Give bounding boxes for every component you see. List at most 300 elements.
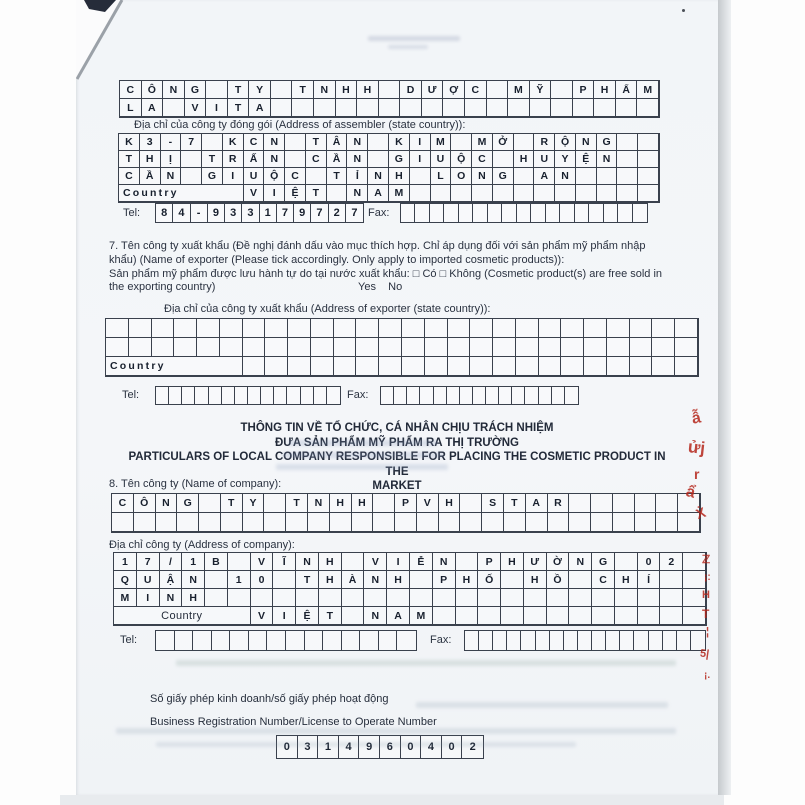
grid-cell: C	[119, 168, 140, 185]
grid-cell: H	[439, 494, 461, 513]
grid-cell: N	[569, 553, 592, 571]
char-box	[552, 387, 565, 404]
grid-cell: T	[202, 151, 223, 168]
grid-cell	[402, 319, 425, 338]
grid-cell	[288, 319, 311, 338]
grid-cell: Ị	[161, 151, 182, 168]
grid-cell: M	[637, 81, 659, 99]
grid-cell	[615, 589, 638, 607]
grid-cell: T	[504, 494, 526, 513]
grid-cell: Ệ	[285, 185, 306, 202]
grid-cell	[576, 168, 597, 185]
tel1-label: Tel:	[123, 207, 141, 219]
char-box	[493, 631, 507, 650]
grid-cell	[526, 513, 548, 532]
grid-cell	[425, 319, 448, 338]
grid-cell	[357, 99, 379, 117]
grid-cell	[311, 319, 334, 338]
char-box	[546, 204, 560, 222]
char-box: 4	[421, 736, 442, 758]
grid-cell: 7	[181, 134, 202, 151]
grid-company-address	[113, 552, 710, 626]
grid-cell: U	[534, 151, 555, 168]
bleedthrough-mark	[116, 728, 676, 734]
scan-speck	[682, 9, 685, 12]
grid-cell	[652, 357, 675, 376]
country-label-cell: Country	[114, 607, 251, 625]
grid-cell: C	[465, 81, 487, 99]
header-vi-line2: ĐƯA SẢN PHẨM MỸ PHẨM RA THỊ TRƯỜNG	[275, 436, 519, 449]
grid-cell	[456, 607, 479, 625]
grid-cell	[493, 338, 516, 357]
grid-cell	[243, 513, 265, 532]
grid-cell	[534, 185, 555, 202]
grid-cell: Ệ	[296, 607, 319, 625]
grid-cell: I	[223, 168, 244, 185]
grid-cell: U	[431, 151, 452, 168]
grid-cell: R	[223, 151, 244, 168]
char-box	[564, 631, 578, 650]
free-sale-line2: the exporting country)	[109, 281, 216, 293]
grid-cell	[472, 185, 493, 202]
grid-cell: H	[456, 571, 479, 589]
grid-cell: L	[431, 168, 452, 185]
grid-cell: H	[357, 81, 379, 99]
char-box	[420, 387, 433, 404]
char-box	[287, 387, 300, 404]
grid-cell: I	[206, 99, 228, 117]
grid-cell	[425, 338, 448, 357]
char-box	[360, 631, 379, 650]
grid-cell	[334, 338, 357, 357]
grid-cell	[265, 338, 288, 357]
grid-cell	[228, 589, 251, 607]
grid-cell	[285, 151, 306, 168]
grid-cell	[607, 357, 630, 376]
grid-cell: Ố	[478, 571, 501, 589]
grid-cell: N	[160, 589, 183, 607]
grid-cell	[352, 513, 374, 532]
grid-cell	[431, 185, 452, 202]
char-box	[209, 387, 222, 404]
grid-cell	[202, 134, 223, 151]
grid-cell	[356, 319, 379, 338]
grid-cell	[630, 357, 653, 376]
grid-cell: V	[251, 607, 274, 625]
char-box	[222, 387, 235, 404]
grid-cell: Ộ	[264, 168, 285, 185]
grid-cell	[539, 338, 562, 357]
header-en-line1: PARTICULARS OF LOCAL COMPANY RESPONSIBLE FOR PLACING THE COSMETIC PRODUCT IN THE	[128, 451, 666, 478]
char-box	[195, 387, 208, 404]
grid-cell	[516, 319, 539, 338]
char-box	[634, 631, 648, 650]
grid-cell	[177, 513, 199, 532]
char-box	[565, 387, 578, 404]
grid-cell	[439, 513, 461, 532]
grid-cell	[617, 151, 638, 168]
grid-cell	[129, 338, 152, 357]
grid-cell: N	[347, 151, 368, 168]
grid-cell	[443, 99, 465, 117]
grid-cell: M	[508, 81, 530, 99]
grid-cell	[460, 494, 482, 513]
grid-cell	[576, 185, 597, 202]
grid-cell	[243, 357, 266, 376]
grid-cell	[592, 607, 615, 625]
grid-cell	[174, 319, 197, 338]
grid-cell	[327, 185, 348, 202]
section7-line1: 7. Tên công ty xuất khẩu (Đề nghị đánh dấu vào mục thích hợp. Chỉ áp dụng đối với sản phẩm mỹ phẩm nhập	[109, 240, 646, 252]
grid-cell: H	[352, 494, 374, 513]
grid-cell	[342, 607, 365, 625]
grid-cell	[342, 589, 365, 607]
char-box	[517, 204, 531, 222]
char-box: 1	[318, 736, 339, 758]
grid-cell	[508, 99, 530, 117]
grid-cell: T	[119, 151, 140, 168]
grid-cell	[425, 357, 448, 376]
grid-cell: H	[594, 81, 616, 99]
grid-cell: N	[347, 134, 368, 151]
grid-cell	[395, 513, 417, 532]
grid-cell	[569, 513, 591, 532]
char-box	[663, 631, 677, 650]
grid-cell	[243, 319, 266, 338]
grid-cell	[615, 607, 638, 625]
grid-cell	[501, 571, 524, 589]
scan-bottom-band	[60, 795, 724, 805]
char-box	[327, 387, 340, 404]
char-box	[507, 631, 521, 650]
char-box	[305, 631, 324, 650]
char-box	[407, 387, 420, 404]
grid-cell: H	[514, 151, 535, 168]
char-box	[459, 204, 473, 222]
char-box	[604, 204, 618, 222]
char-box	[230, 631, 249, 650]
grid-cell	[433, 607, 456, 625]
grid-cell: Ư	[422, 81, 444, 99]
grid-cell: G	[389, 151, 410, 168]
grid-cell	[292, 99, 314, 117]
fax3-label: Fax:	[430, 634, 452, 646]
grid-cell	[456, 589, 479, 607]
char-box: 3	[242, 204, 259, 222]
grid-cell	[617, 185, 638, 202]
grid-cell: C	[244, 134, 265, 151]
char-box	[397, 631, 416, 650]
grid-cell	[551, 99, 573, 117]
grid-cell: 3	[140, 134, 161, 151]
grid-cell: Ô	[142, 81, 164, 99]
grid-cell: Ộ	[555, 134, 576, 151]
char-box	[286, 631, 305, 650]
grid-cell	[591, 494, 613, 513]
grid-cell	[373, 494, 395, 513]
char-box	[156, 631, 175, 650]
grid-cell: N	[182, 571, 205, 589]
grid-cell	[243, 338, 266, 357]
char-box	[381, 387, 394, 404]
grid-cell: /	[160, 553, 183, 571]
grid-cell	[311, 338, 334, 357]
grid-cell	[265, 319, 288, 338]
exporter-address-label: Địa chỉ của công ty xuất khẩu (Address of exporter (state country)):	[164, 303, 491, 315]
char-box	[606, 631, 620, 650]
grid-cell	[597, 168, 618, 185]
grid-cell: V	[364, 553, 387, 571]
char-box	[620, 631, 634, 650]
grid-cell: Ư	[524, 553, 547, 571]
char-box	[394, 387, 407, 404]
grid-cell: R	[534, 134, 555, 151]
grid-cell	[638, 589, 661, 607]
grid-cell: I	[387, 553, 410, 571]
grid-cell	[156, 513, 178, 532]
grid-cell	[516, 357, 539, 376]
grid-cell	[410, 168, 431, 185]
char-box: 7	[311, 204, 328, 222]
page-edge-shadow	[718, 0, 731, 795]
grid-cell	[501, 589, 524, 607]
grid-cell	[205, 589, 228, 607]
grid-cell	[493, 185, 514, 202]
grid-cell	[660, 607, 683, 625]
grid-cell	[410, 571, 433, 589]
grid-cell	[615, 553, 638, 571]
grid-cell	[584, 357, 607, 376]
grid-cell: L	[120, 99, 142, 117]
grid-cell: K	[223, 134, 244, 151]
bleedthrough-mark	[276, 464, 448, 470]
grid-cell	[106, 319, 129, 338]
grid-cell	[288, 338, 311, 357]
char-box	[415, 204, 429, 222]
char-box	[249, 631, 268, 650]
grid-cell: B	[205, 553, 228, 571]
char-box	[539, 387, 552, 404]
fax1-boxes	[400, 203, 648, 223]
char-box	[267, 631, 286, 650]
grid-cell: Ợ	[443, 81, 465, 99]
grid-cell	[379, 99, 401, 117]
grid-cell	[656, 513, 678, 532]
grid-cell	[379, 338, 402, 357]
registration-number-boxes	[276, 735, 484, 759]
char-box	[460, 387, 473, 404]
char-box	[502, 204, 516, 222]
grid-cell: Ỹ	[530, 81, 552, 99]
grid-cell: I	[410, 151, 431, 168]
grid-cell: N	[163, 81, 185, 99]
grid-cell: 2	[660, 553, 683, 571]
char-box	[473, 204, 487, 222]
grid-cell	[356, 338, 379, 357]
grid-cell	[569, 571, 592, 589]
grid-cell	[402, 357, 425, 376]
grid-cell	[478, 607, 501, 625]
grid-cell	[285, 134, 306, 151]
grid-cell: T	[221, 494, 243, 513]
char-box: 9	[208, 204, 225, 222]
grid-cell	[675, 319, 698, 338]
char-box	[434, 387, 447, 404]
grid-cell	[448, 319, 471, 338]
grid-cell: T	[306, 134, 327, 151]
grid-cell	[660, 589, 683, 607]
grid-cell: U	[137, 571, 160, 589]
grid-cell	[319, 589, 342, 607]
grid-cell: P	[478, 553, 501, 571]
grid-cell	[470, 357, 493, 376]
grid-cell	[286, 513, 308, 532]
grid-cell	[470, 338, 493, 357]
grid-cell: T	[296, 571, 319, 589]
grid-cell	[410, 185, 431, 202]
header-vi-line1: THÔNG TIN VỀ TỔ CHỨC, CÁ NHÂN CHỊU TRÁCH NHIỆM	[240, 422, 554, 434]
grid-cell	[514, 134, 535, 151]
grid-cell	[635, 513, 657, 532]
char-box	[550, 631, 564, 650]
yes-no-label: Yes No	[358, 281, 403, 293]
grid-cell: N	[314, 81, 336, 99]
grid-exporter-address	[105, 318, 699, 377]
grid-cell	[592, 589, 615, 607]
grid-cell	[220, 319, 243, 338]
grid-cell: H	[524, 571, 547, 589]
grid-cell	[364, 589, 387, 607]
grid-cell	[638, 607, 661, 625]
grid-cell	[548, 513, 570, 532]
grid-cell: N	[555, 168, 576, 185]
grid-cell	[199, 513, 221, 532]
grid-cell: Ệ	[576, 151, 597, 168]
grid-cell: O	[451, 168, 472, 185]
grid-cell	[197, 319, 220, 338]
grid-cell	[174, 338, 197, 357]
grid-cell: C	[285, 168, 306, 185]
grid-cell	[594, 99, 616, 117]
company-address-label: Địa chỉ công ty (Address of company):	[109, 539, 295, 551]
grid-cell: C	[112, 494, 134, 513]
tel3-label: Tel:	[120, 634, 138, 646]
grid-cell	[410, 589, 433, 607]
fax2-label: Fax:	[347, 389, 369, 401]
grid-cell: M	[389, 185, 410, 202]
grid-cell	[652, 338, 675, 357]
grid-cell: P	[573, 81, 595, 99]
grid-cell: H	[140, 151, 161, 168]
red-stamp-fragment: H	[702, 589, 710, 601]
grid-cell	[336, 99, 358, 117]
char-box	[512, 387, 525, 404]
grid-cell	[306, 168, 327, 185]
grid-cell: S	[482, 494, 504, 513]
grid-cell: N	[264, 134, 285, 151]
grid-cell	[264, 513, 286, 532]
grid-cell: H	[330, 494, 352, 513]
grid-cell	[652, 319, 675, 338]
grid-cell	[288, 357, 311, 376]
grid-cell	[433, 589, 456, 607]
char-box	[560, 204, 574, 222]
grid-cell	[271, 99, 293, 117]
grid-cell	[487, 99, 509, 117]
char-box	[589, 204, 603, 222]
char-box	[156, 387, 169, 404]
grid-cell: Í	[638, 571, 661, 589]
grid-cell: H	[615, 571, 638, 589]
grid-cell	[181, 151, 202, 168]
grid-cell: N	[364, 571, 387, 589]
grid-cell: I	[264, 185, 285, 202]
grid-cell: C	[306, 151, 327, 168]
char-box	[212, 631, 231, 650]
grid-cell: N	[597, 151, 618, 168]
char-box: 3	[298, 736, 319, 758]
grid-cell: H	[319, 571, 342, 589]
char-box	[525, 387, 538, 404]
grid-cell: A	[387, 607, 410, 625]
grid-cell: Â	[327, 134, 348, 151]
grid-cell	[638, 151, 659, 168]
char-box	[169, 387, 182, 404]
grid-cell	[638, 134, 659, 151]
char-box	[465, 631, 479, 650]
grid-cell: I	[137, 589, 160, 607]
grid-cell: A	[368, 185, 389, 202]
grid-cell: Y	[243, 494, 265, 513]
char-box	[499, 387, 512, 404]
grid-cell: 0	[251, 571, 274, 589]
char-box	[193, 631, 212, 650]
grid-cell	[514, 185, 535, 202]
grid-cell	[547, 607, 570, 625]
grid-cell: T	[286, 494, 308, 513]
country-label-cell: Country	[106, 357, 243, 376]
grid-company-name	[111, 493, 701, 533]
char-box: 4	[339, 736, 360, 758]
country-label-cell: Country	[119, 185, 244, 202]
grid-cell: V	[244, 185, 265, 202]
grid-cell	[220, 338, 243, 357]
grid-cell: H	[319, 553, 342, 571]
grid-cell: H	[336, 81, 358, 99]
grid-cell	[368, 134, 389, 151]
grid-cell: K	[119, 134, 140, 151]
section7-paragraph	[109, 240, 689, 267]
grid-cell	[152, 338, 175, 357]
tel3-boxes	[155, 630, 417, 651]
grid-cell: M	[410, 607, 433, 625]
grid-cell	[456, 553, 479, 571]
grid-cell: Ậ	[160, 571, 183, 589]
grid-cell	[311, 357, 334, 376]
assembler-address-label: Địa chỉ của công ty đóng gói (Address of assembler (state country)):	[134, 119, 466, 131]
header-en-line2: MARKET	[372, 480, 422, 492]
grid-cell	[613, 494, 635, 513]
grid-manufacturer-name	[119, 80, 660, 118]
red-stamp-fragment: r	[694, 466, 700, 482]
char-box	[342, 631, 361, 650]
grid-cell: P	[395, 494, 417, 513]
grid-cell: A	[142, 99, 164, 117]
char-box	[314, 387, 327, 404]
grid-cell: 1	[228, 571, 251, 589]
grid-cell: Ễ	[410, 553, 433, 571]
grid-cell: A	[534, 168, 555, 185]
